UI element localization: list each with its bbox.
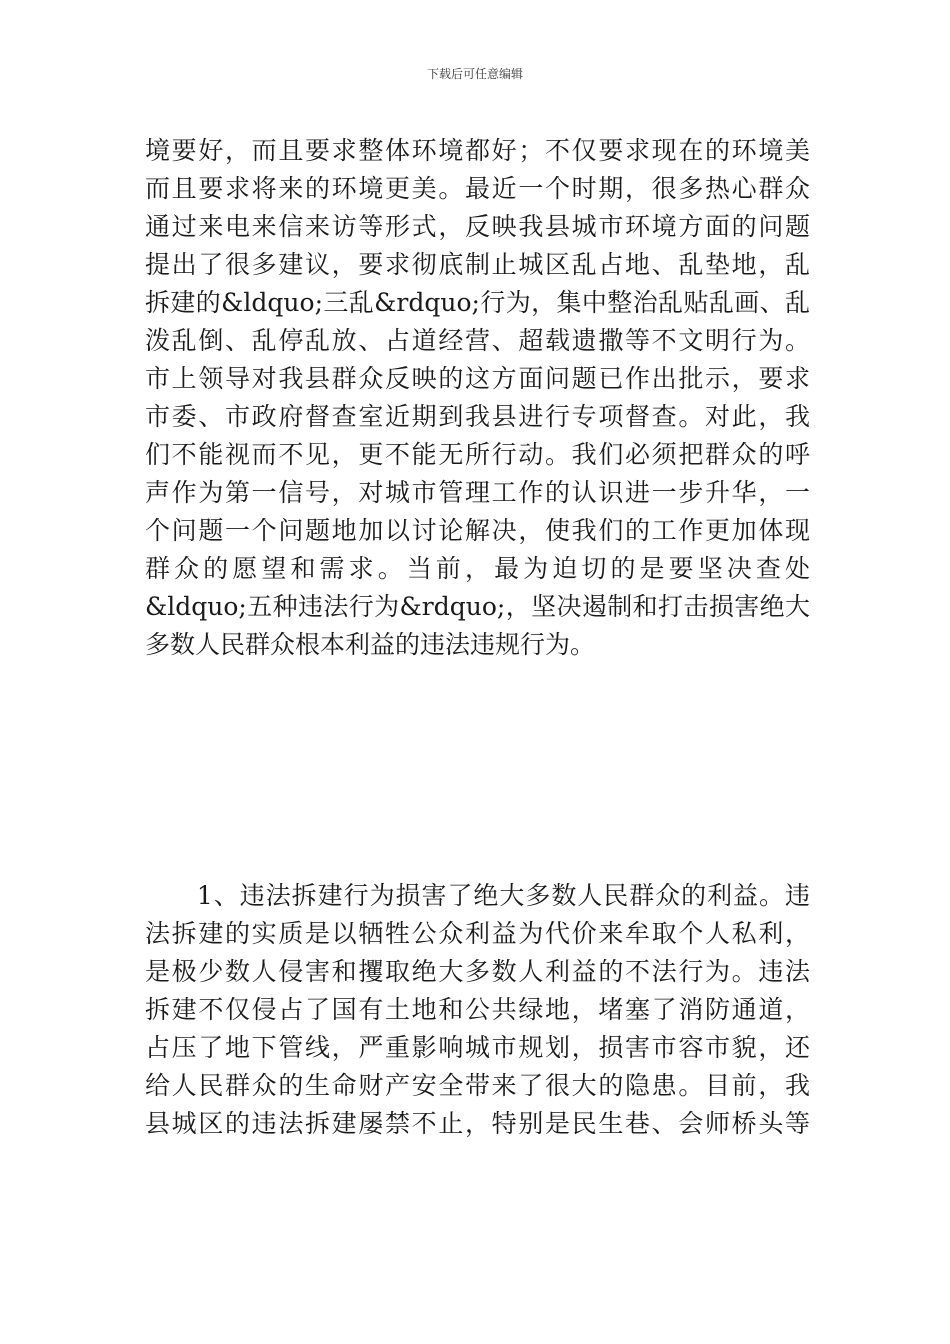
text-line: 通过来电来信来访等形式，反映我县城市环境方面的问题 [145,212,810,241]
text-line: 1、违法拆建行为损害了绝大多数人民群众的利益。违 [145,881,810,910]
text-line: 拆建不仅侵占了国有土地和公共绿地，堵塞了消防通道， [145,995,810,1024]
text-line: 市委、市政府督查室近期到我县进行专项督查。对此，我 [145,402,810,431]
text-line: 提出了很多建议，要求彻底制止城区乱占地、乱垫地，乱 [145,250,810,279]
text-line: 个问题一个问题地加以讨论解决，使我们的工作更加体现 [145,516,810,545]
text-line: 市上领导对我县群众反映的这方面问题已作出批示，要求 [145,364,810,393]
text-line: 拆建的&ldquo;三乱&rdquo;行为，集中整治乱贴乱画、乱 [145,288,810,317]
text-line: 而且要求将来的环境更美。最近一个时期，很多热心群众 [145,174,810,203]
page-header: 下载后可任意编辑 [426,67,523,81]
text-line: 是极少数人侵害和攫取绝大多数人利益的不法行为。违法 [145,957,810,986]
paragraph-1 [145,132,810,664]
text-line: 给人民群众的生命财产安全带来了很大的隐患。目前，我 [145,1071,810,1100]
text-line: 境要好，而且要求整体环境都好；不仅要求现在的环境美 [145,136,810,165]
text-line: 多数人民群众根本利益的违法违规行为。 [145,630,596,659]
text-line: 法拆建的实质是以牺牲公众利益为代价来牟取个人私利， [145,919,810,948]
text-line: 占压了地下管线，严重影响城市规划，损害市容市貌，还 [145,1033,810,1062]
text-line: 群众的愿望和需求。当前，最为迫切的是要坚决查处 [145,554,810,583]
paragraph-2 [145,877,810,1143]
text-line: 们不能视而不见，更不能无所行动。我们必须把群众的呼 [145,440,810,469]
text-line: 泼乱倒、乱停乱放、占道经营、超载遗撒等不文明行为。 [145,326,810,355]
text-line: 声作为第一信号，对城市管理工作的认识进一步升华，一 [145,478,810,507]
text-line: &ldquo;五种违法行为&rdquo;，坚决遏制和打击损害绝大 [145,592,810,621]
text-line: 县城区的违法拆建屡禁不止，特别是民生巷、会师桥头等 [145,1109,810,1138]
